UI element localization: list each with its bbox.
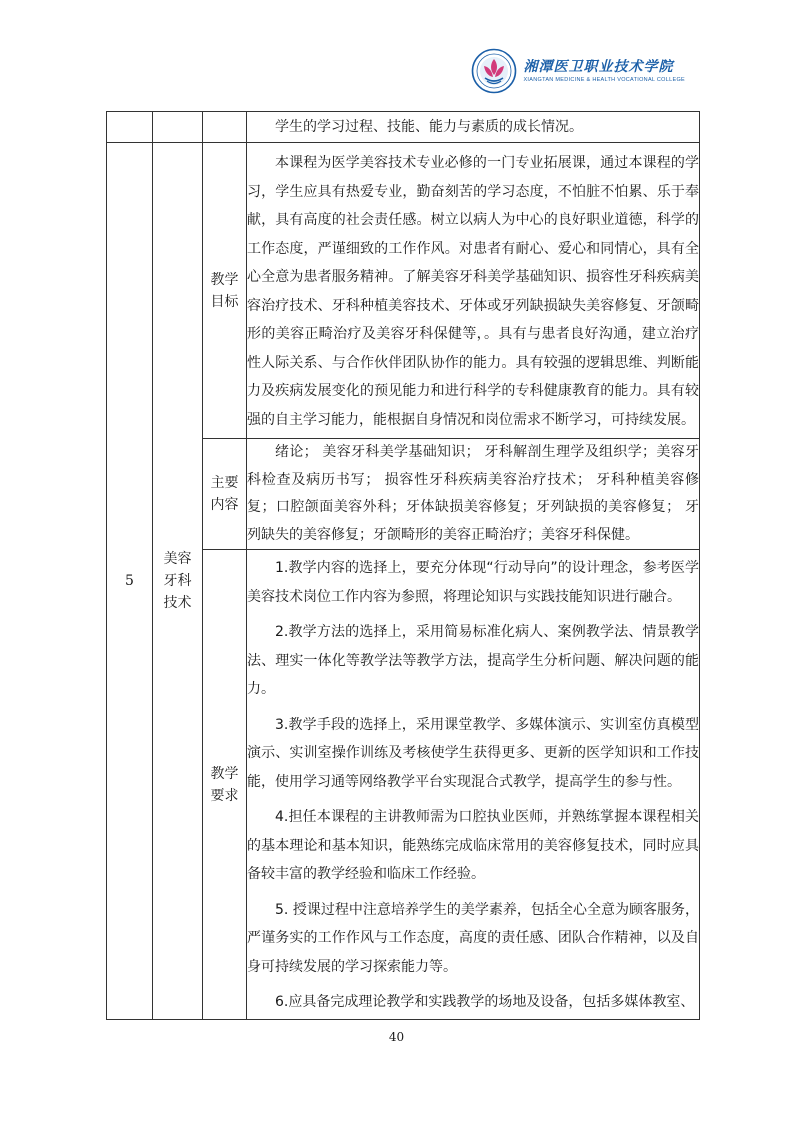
course-name-cell [153,143,203,1020]
continued-text: 学生的学习过程、技能、能力与素质的成长情况。 [275,119,583,135]
content-label: 主要内容 [210,475,239,513]
page-header [471,48,685,94]
college-name-en: XIANGTAN MEDICINE & HEALTH VOCATIONAL COLLEGE [523,77,685,83]
requirements-label: 教学要求 [210,765,239,804]
continued-row [107,112,700,143]
page-number: 40 [388,1030,405,1044]
requirements-label-cell [203,550,247,1020]
course-table [106,111,700,1020]
objectives-row [107,143,700,439]
content-label-cell [203,439,247,550]
continued-label-cell [203,112,247,143]
requirements-text-cell [247,550,700,1020]
content-text: 绪论； 美容牙科美学基础知识； 牙科解剖生理学及组织学；美容牙科检查及病历书写； 损容性牙科疾病美容治疗技术； 牙科种植美容修复；口腔颌面美容外科；牙体缺损美容修复；牙列缺损的美容修复； 牙列缺失的美容修复；牙颌畸形的美容正畸治疗；美容牙科保健。 [247,444,699,543]
content-text-cell [247,439,700,550]
college-emblem-icon [471,48,517,94]
continued-name-cell [153,112,203,143]
objectives-text-cell [247,143,700,439]
requirement-item: 4.担任本课程的主讲教师需为口腔执业医师，并熟练掌握本课程相关的基本理论和基本知识，能熟练完成临床常用的美容修复技术，同时应具备较丰富的教学经验和临床工作经验。 [247,809,699,883]
requirement-item: 2.教学方法的选择上，采用简易标准化病人、案例教学法、情景教学法、理实一体化等教学法等教学方法，提高学生分析问题、解决问题的能力。 [247,624,699,698]
college-name [523,58,685,84]
course-name: 美容牙科技术 [163,551,192,611]
course-number: 5 [107,143,153,1020]
continued-number-cell [107,112,153,143]
requirement-item: 5. 授课过程中注意培养学生的美学素养，包括全心全意为顾客服务，严谨务实的工作作风与工作态度，高度的责任感、团队合作精神，以及自身可持续发展的学习探索能力等。 [247,901,699,975]
requirement-item: 1.教学内容的选择上，要充分体现“行动导向”的设计理念，参考医学美容技术岗位工作内容为参照，将理论知识与实践技能知识进行融合。 [247,560,699,605]
requirement-item: 3.教学手段的选择上，采用课堂教学、多媒体演示、实训室仿真模型演示、实训室操作训练及考核使学生获得更多、更新的医学知识和工作技能，使用学习通等网络教学平台实现混合式教学，提高学生的参与性。 [247,716,699,790]
objectives-label-cell [203,143,247,439]
objectives-text: 本课程为医学美容技术专业必修的一门专业拓展课，通过本课程的学习，学生应具有热爱专业，勤奋刻苦的学习态度，不怕脏不怕累、乐于奉献，具有高度的社会责任感。树立以病人为中心的良好职业道德，科学的工作态度，严谨细致的工作作风。对患者有耐心、爱心和同情心，具有全心全意为患者服务精神。了解美容牙科美学基础知识、损容性牙科疾病美容治疗技术、牙科种植美容技术、牙体或牙列缺损缺失美容修复、牙颌畸形的美容正畸治疗及美容牙科保健等，。具有与患者良好沟通，建立治疗性人际关系、与合作伙伴团队协作的能力。具有较强的逻辑思维、判断能力及疾病发展变化的预见能力和进行科学的专科健康教育的能力。具有较强的自主学习能力，能根据自身情况和岗位需求不断学习，可持续发展。 [247,155,699,428]
objectives-label: 教学目标 [210,271,239,310]
college-name-cn: 湘潭医卫职业技术学院 [523,59,674,75]
continued-text-cell [247,112,700,143]
requirement-item: 6.应具备完成理论教学和实践教学的场地及设备，包括多媒体教室、 [275,994,695,1011]
